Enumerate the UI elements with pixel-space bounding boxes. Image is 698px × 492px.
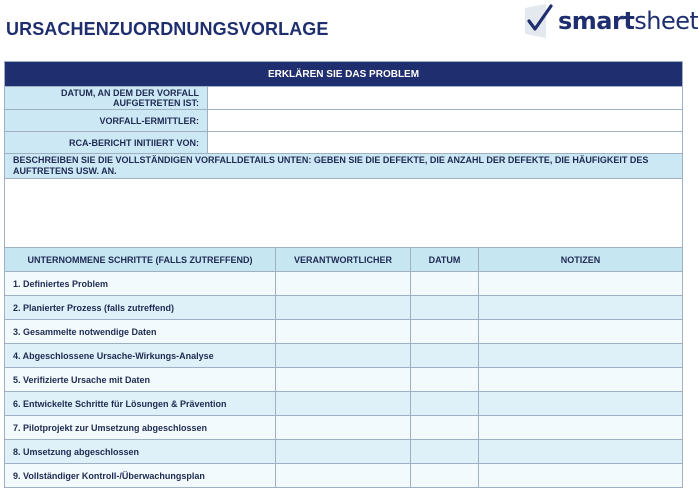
- step-label: 7. Pilotprojekt zur Umsetzung abgeschlossen: [5, 416, 276, 440]
- date-cell[interactable]: [411, 464, 479, 488]
- problem-table: [4, 61, 683, 252]
- responsible-cell[interactable]: [276, 320, 411, 344]
- date-cell[interactable]: [411, 344, 479, 368]
- responsible-cell[interactable]: [276, 344, 411, 368]
- date-cell[interactable]: [411, 296, 479, 320]
- step-label: 4. Abgeschlossene Ursache-Wirkungs-Analyse: [5, 344, 276, 368]
- step-label: 6. Entwickelte Schritte für Lösungen & Prävention: [5, 392, 276, 416]
- notes-cell[interactable]: [479, 344, 683, 368]
- date-cell[interactable]: [411, 392, 479, 416]
- date-cell[interactable]: [411, 440, 479, 464]
- table-row: [5, 464, 683, 488]
- responsible-cell[interactable]: [276, 368, 411, 392]
- step-label: 2. Planierter Prozess (falls zutreffend): [5, 296, 276, 320]
- description-field[interactable]: [5, 179, 683, 252]
- incident-date-field[interactable]: [208, 87, 683, 110]
- responsible-header: VERANTWORTLICHER: [276, 248, 411, 272]
- date-header: DATUM: [411, 248, 479, 272]
- steps-header: UNTERNOMMENE SCHRITTE (FALLS ZUTREFFEND): [5, 248, 276, 272]
- responsible-cell[interactable]: [276, 416, 411, 440]
- responsible-cell[interactable]: [276, 296, 411, 320]
- notes-cell[interactable]: [479, 464, 683, 488]
- table-row: [5, 272, 683, 296]
- date-cell[interactable]: [411, 368, 479, 392]
- table-row: [5, 344, 683, 368]
- notes-cell[interactable]: [479, 272, 683, 296]
- rca-initiated-by-field[interactable]: [208, 132, 683, 154]
- logo-wordmark: smartsheet: [558, 7, 698, 35]
- date-cell[interactable]: [411, 320, 479, 344]
- checkmark-logo-icon: [524, 4, 554, 40]
- steps-table: [4, 247, 683, 488]
- notes-cell[interactable]: [479, 368, 683, 392]
- notes-cell[interactable]: [479, 416, 683, 440]
- step-label: 8. Umsetzung abgeschlossen: [5, 440, 276, 464]
- notes-header: NOTIZEN: [479, 248, 683, 272]
- table-row: [5, 368, 683, 392]
- incident-investigator-label: VORFALL-ERMITTLER:: [5, 110, 208, 132]
- responsible-cell[interactable]: [276, 272, 411, 296]
- step-label: 5. Verifizierte Ursache mit Daten: [5, 368, 276, 392]
- step-label: 9. Vollständiger Kontroll-/Überwachungsplan: [5, 464, 276, 488]
- table-row: [5, 296, 683, 320]
- rca-initiated-by-label: RCA-BERICHT INITIIERT VON:: [5, 132, 208, 154]
- smartsheet-logo: [524, 4, 698, 40]
- incident-date-label: DATUM, AN DEM DER VORFALL AUFGETRETEN IST:: [5, 87, 208, 110]
- problem-header: ERKLÄREN SIE DAS PROBLEM: [5, 62, 683, 87]
- notes-cell[interactable]: [479, 440, 683, 464]
- step-label: 1. Definiertes Problem: [5, 272, 276, 296]
- table-row: [5, 392, 683, 416]
- responsible-cell[interactable]: [276, 464, 411, 488]
- notes-cell[interactable]: [479, 296, 683, 320]
- date-cell[interactable]: [411, 416, 479, 440]
- description-label: BESCHREIBEN SIE DIE VOLLSTÄNDIGEN VORFALLDETAILS UNTEN: GEBEN SIE DIE DEFEKTE, DIE ANZAHL DER DEFEKTE, DIE HÄUFIGKEIT DES AUFTRETENS USW. AN.: [5, 154, 683, 179]
- incident-investigator-field[interactable]: [208, 110, 683, 132]
- step-label: 3. Gesammelte notwendige Daten: [5, 320, 276, 344]
- notes-cell[interactable]: [479, 392, 683, 416]
- table-row: [5, 440, 683, 464]
- responsible-cell[interactable]: [276, 392, 411, 416]
- table-row: [5, 320, 683, 344]
- responsible-cell[interactable]: [276, 440, 411, 464]
- date-cell[interactable]: [411, 272, 479, 296]
- page-title: URSACHENZUORDNUNGSVORLAGE: [6, 19, 329, 39]
- table-row: [5, 416, 683, 440]
- notes-cell[interactable]: [479, 320, 683, 344]
